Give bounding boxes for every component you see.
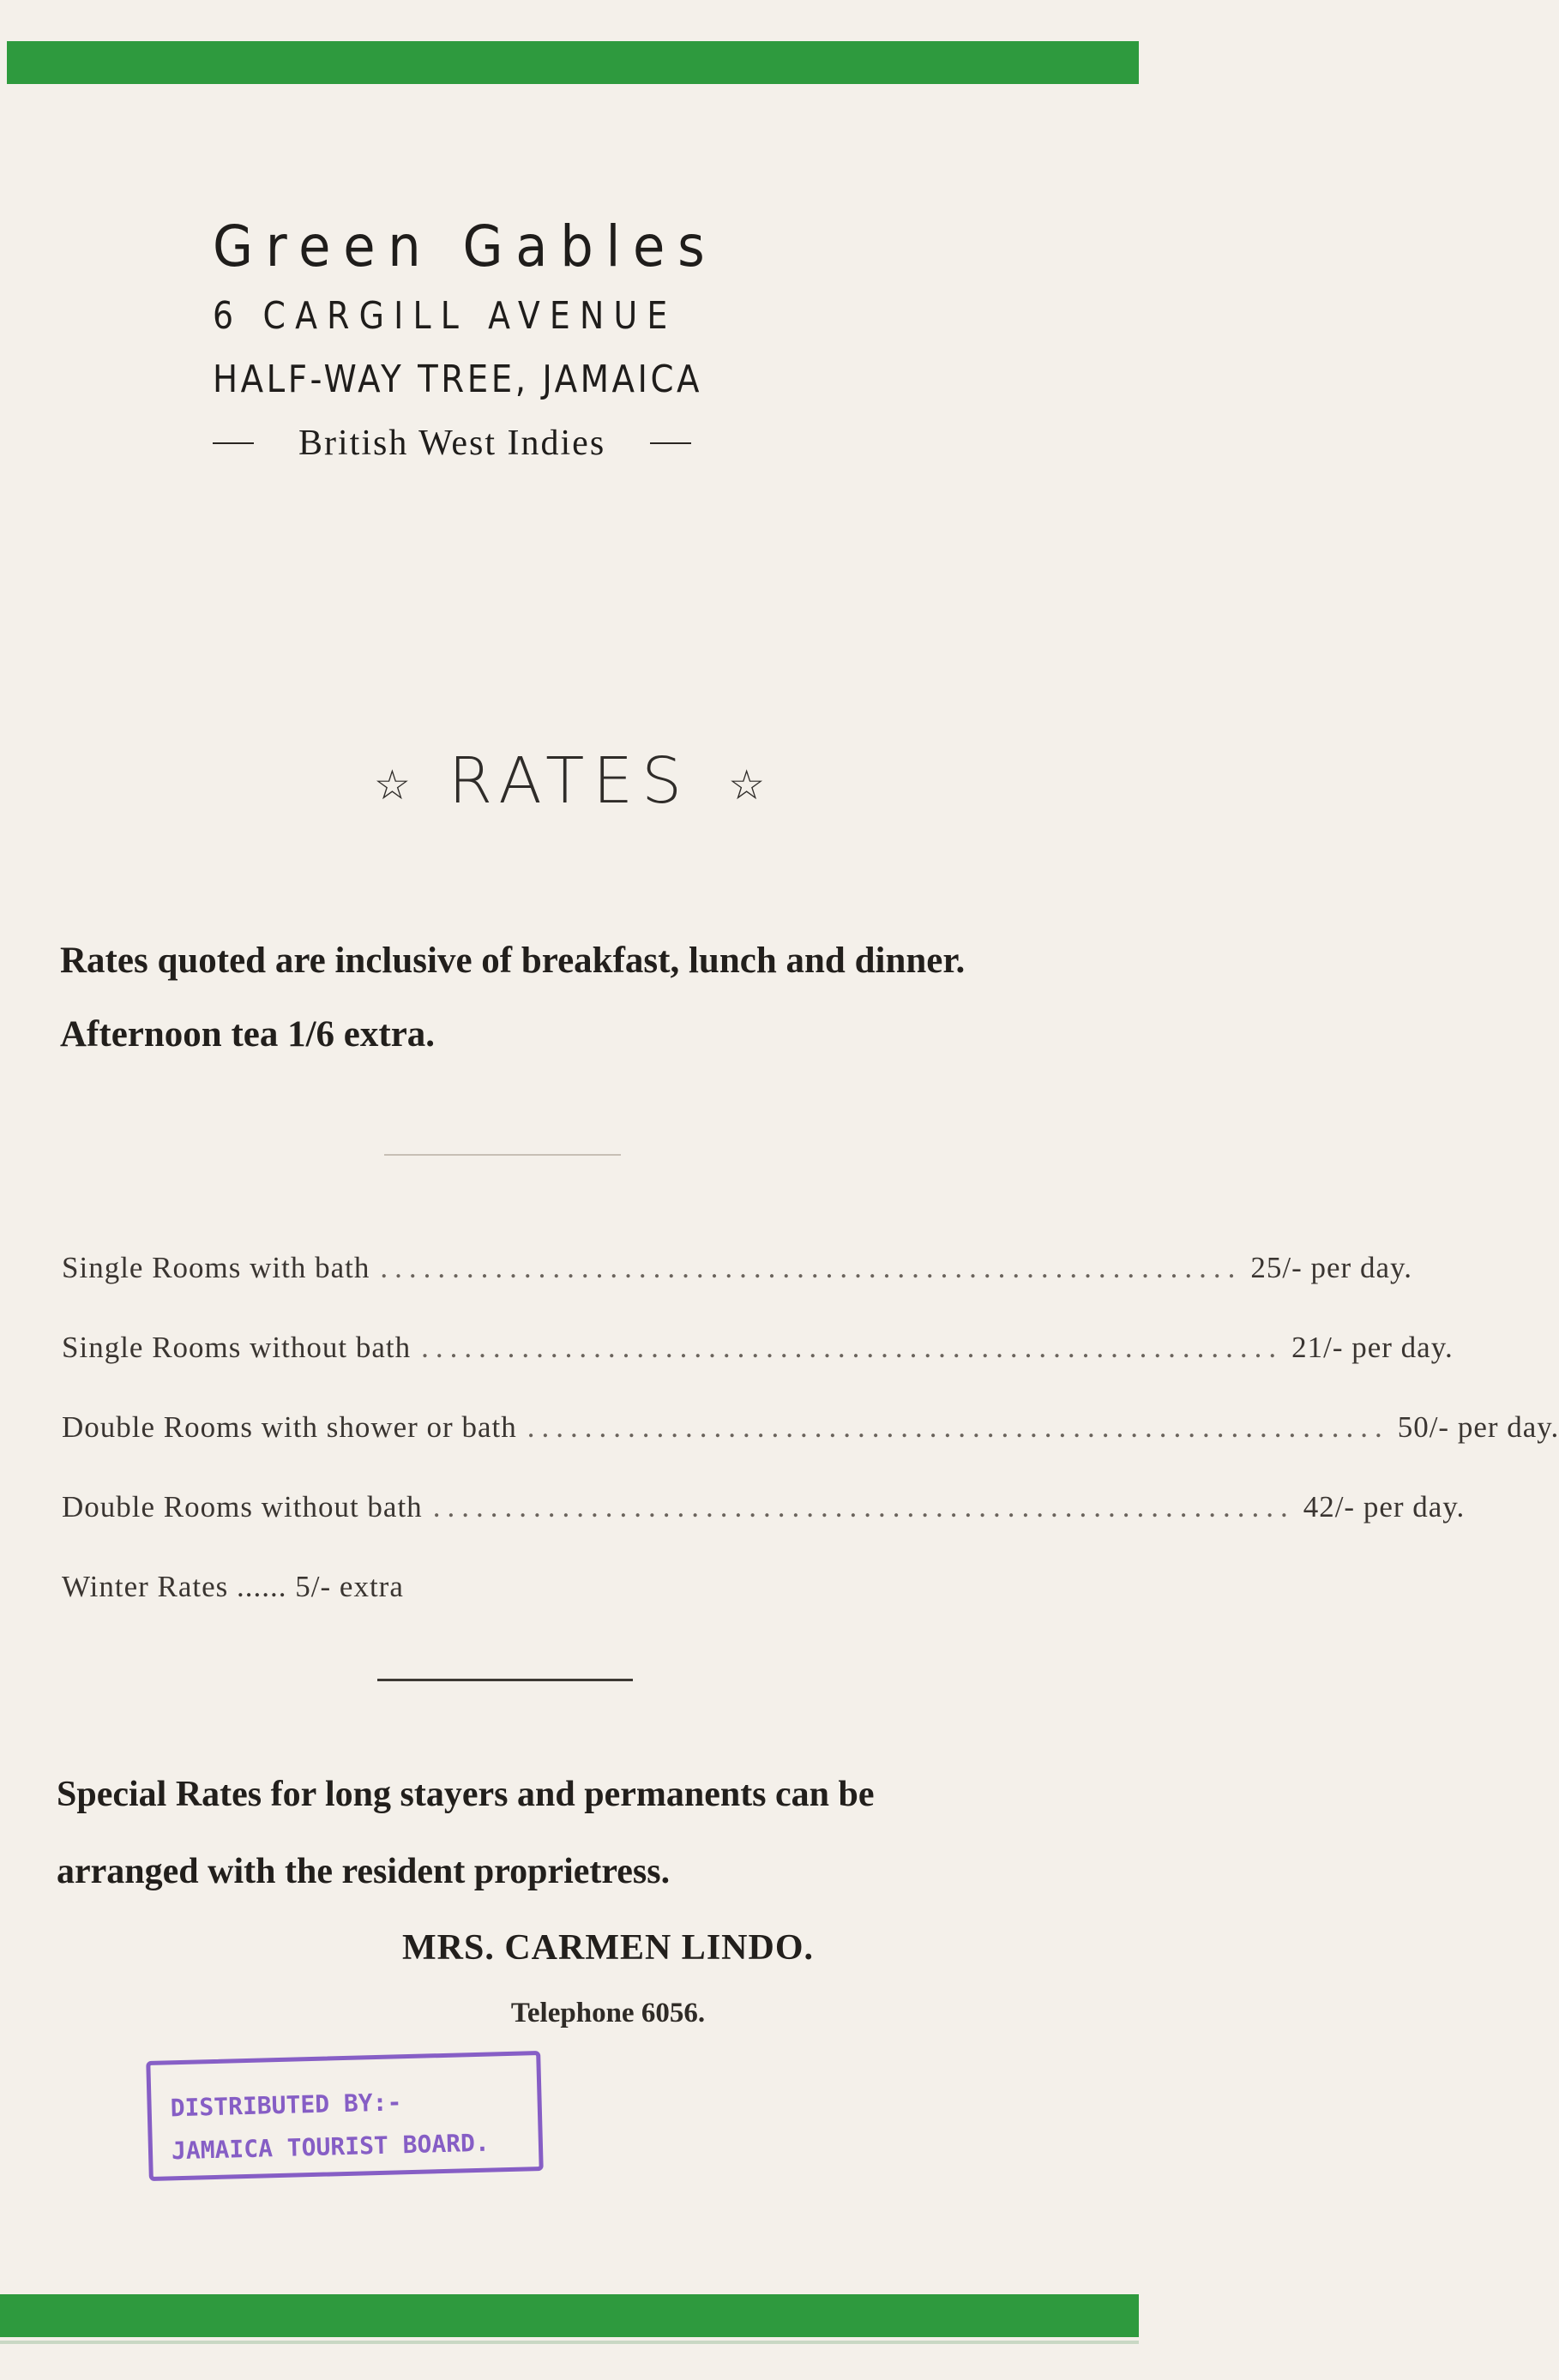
rate-row: [62, 1406, 1559, 1486]
star-icon: ☆: [728, 760, 766, 809]
rate-label: Single Rooms with bath: [62, 1251, 370, 1284]
special-rates-note: Special Rates for long stayers and permanents can be arranged with the resident proprietress.: [57, 1775, 875, 1891]
rates-heading: [0, 744, 1139, 818]
rate-label: Double Rooms with shower or bath: [62, 1410, 517, 1444]
rate-price: 25/- per day.: [1250, 1251, 1412, 1284]
left-dash: [213, 442, 254, 444]
rates-title-text: RATES: [448, 744, 691, 818]
rates-intro: Rates quoted are inclusive of breakfast, lunch and dinner. Afternoon tea 1/6 extra.: [60, 941, 966, 1055]
rate-price: 42/- per day.: [1303, 1490, 1466, 1524]
rate-row: [62, 1326, 1454, 1406]
rates-list: [62, 1247, 1559, 1645]
rate-row: [62, 1486, 1466, 1566]
dot-leader: ............................................................: [421, 1331, 1284, 1364]
region-text: British West Indies: [298, 424, 606, 463]
dot-leader: ............................................................: [432, 1490, 1295, 1524]
winter-dot-leader: ......: [237, 1570, 287, 1603]
star-icon: ☆: [373, 760, 411, 809]
divider-faint: [384, 1154, 621, 1156]
rate-price: 50/- per day.: [1397, 1410, 1559, 1444]
rate-label: Double Rooms without bath: [62, 1490, 423, 1524]
top-green-band: [7, 41, 1139, 84]
distribution-stamp: [146, 2051, 544, 2181]
proprietor-name: MRS. CARMEN LINDO.: [402, 1928, 814, 1968]
region-line: [213, 423, 813, 464]
winter-rate-row: [62, 1566, 960, 1645]
telephone: Telephone 6056.: [510, 1998, 706, 2028]
address-line-1: 6 CARGILL AVENUE: [213, 294, 677, 338]
winter-rate-label: Winter Rates: [62, 1570, 229, 1603]
divider: [377, 1679, 633, 1681]
address-line-2: HALF-WAY TREE, JAMAICA: [213, 358, 703, 401]
rate-price: 21/- per day.: [1291, 1331, 1454, 1364]
letterhead: [213, 213, 813, 464]
dot-leader: ............................................................: [380, 1251, 1243, 1284]
hotel-name: Green Gables: [213, 213, 718, 279]
winter-rate-price: 5/- extra: [295, 1570, 404, 1603]
right-dash: [650, 442, 691, 444]
rate-row: [62, 1247, 1412, 1326]
bottom-green-band: [0, 2294, 1139, 2337]
dot-leader: ............................................................: [527, 1410, 1389, 1444]
stamp-line-2: JAMAICA TOURIST BOARD.: [171, 2128, 491, 2166]
stamp-line-1: DISTRIBUTED BY:-: [170, 2088, 402, 2123]
rate-label: Single Rooms without bath: [62, 1331, 412, 1364]
